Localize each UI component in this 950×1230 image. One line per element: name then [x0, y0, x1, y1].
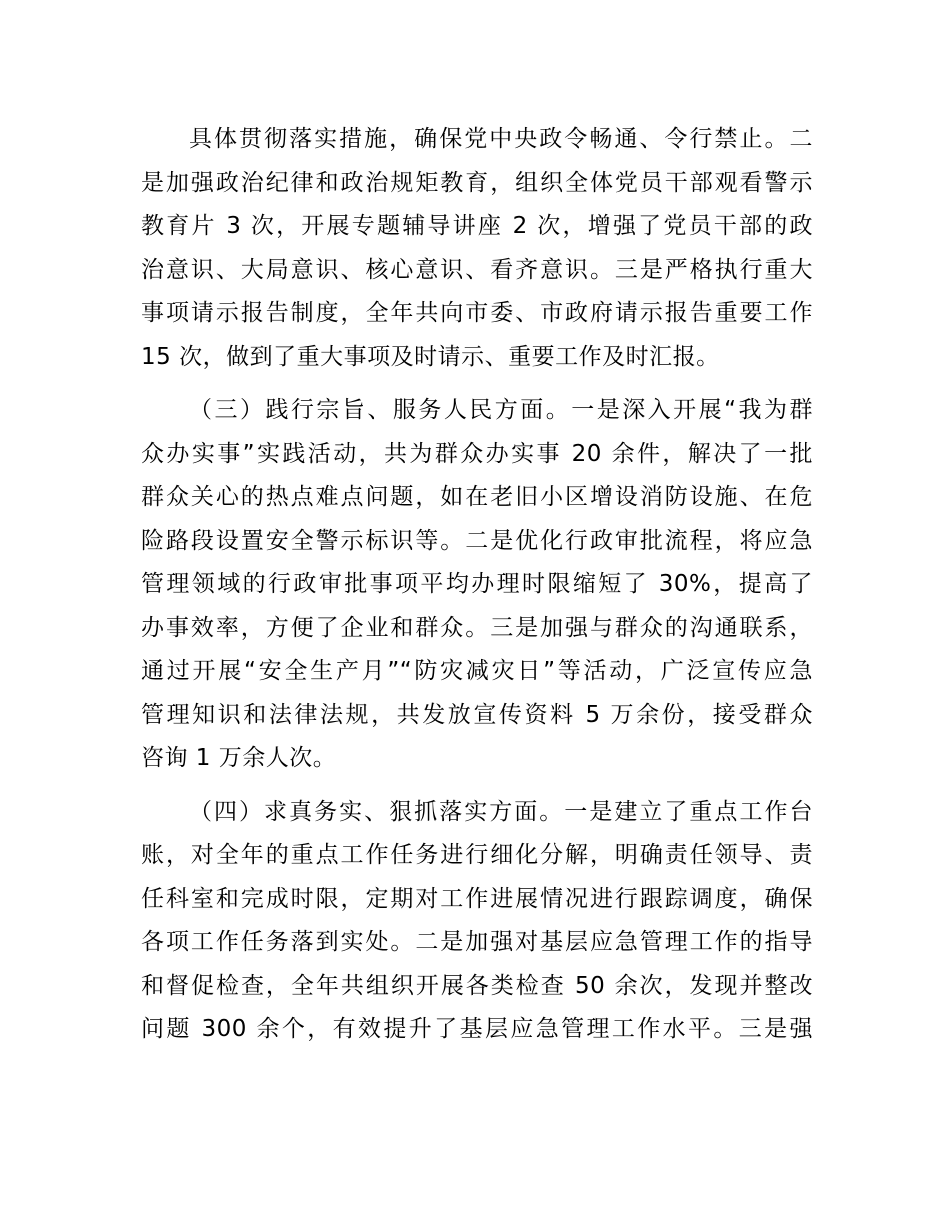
text-line: 众办实事”实践活动，共为群众办实事 20 余件，解决了一批	[141, 440, 813, 467]
text-line: 群众关心的热点难点问题，如在老旧小区增设消防设施、在危	[141, 484, 813, 510]
text-line: 通过开展“安全生产月”“防灾减灾日”等活动，广泛宣传应急	[141, 658, 813, 684]
paragraph-3	[141, 791, 813, 1052]
text-line: 咨询 1 万余人次。	[141, 745, 337, 771]
text-line: 各项工作任务落到实处。二是加强对基层应急管理工作的指导	[141, 929, 813, 955]
paragraph-1	[141, 118, 813, 379]
text-line: （三）践行宗旨、服务人民方面。一是深入开展“我为群	[189, 397, 813, 423]
text-line: 账，对全年的重点工作任务进行细化分解，明确责任领导、责	[141, 842, 813, 868]
text-line: 办事效率，方便了企业和群众。三是加强与群众的沟通联系，	[141, 614, 813, 641]
text-line: 和督促检查，全年共组织开展各类检查 50 余次，发现并整改	[141, 972, 813, 999]
text-line: 险路段设置安全警示标识等。二是优化行政审批流程，将应急	[141, 527, 813, 554]
text-line: 治意识、大局意识、核心意识、看齐意识。三是严格执行重大	[141, 256, 813, 283]
paragraph-2	[141, 389, 813, 781]
text-line: 事项请示报告制度，全年共向市委、市政府请示报告重要工作	[141, 300, 813, 326]
text-line: 15 次，做到了重大事项及时请示、重要工作及时汇报。	[141, 343, 720, 370]
text-line: 教育片 3 次，开展专题辅导讲座 2 次，增强了党员干部的政	[141, 213, 813, 239]
text-line: （四）求真务实、狠抓落实方面。一是建立了重点工作台	[189, 798, 813, 825]
text-line: 任科室和完成时限，定期对工作进展情况进行跟踪调度，确保	[141, 885, 813, 912]
text-line: 具体贯彻落实措施，确保党中央政令畅通、令行禁止。二	[189, 126, 813, 152]
text-line: 管理领域的行政审批事项平均办理时限缩短了 30%，提高了	[141, 571, 813, 597]
text-line: 管理知识和法律法规，共发放宣传资料 5 万余份，接受群众	[141, 701, 813, 728]
document-body	[141, 118, 813, 1052]
text-line: 问题 300 余个，有效提升了基层应急管理工作水平。三是强	[141, 1016, 813, 1042]
text-line: 是加强政治纪律和政治规矩教育，组织全体党员干部观看警示	[141, 169, 813, 196]
